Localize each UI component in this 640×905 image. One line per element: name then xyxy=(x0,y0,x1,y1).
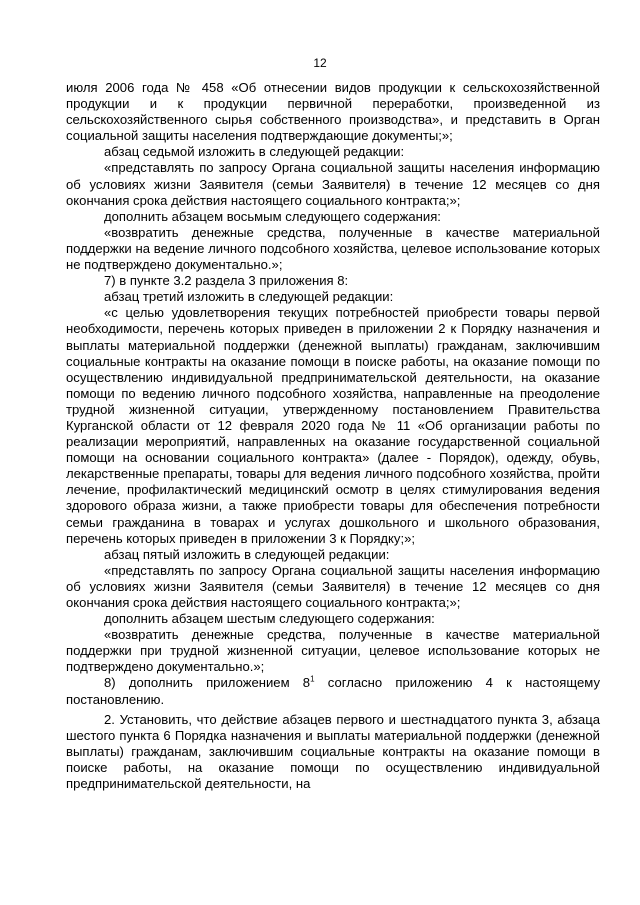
paragraph-instruction-third: абзац третий изложить в следующей редакции: xyxy=(104,289,394,305)
paragraph-instruction-fifth: абзац пятый изложить в следующей редакции: xyxy=(104,546,390,562)
paragraph-provide-info-2: «представлять по запросу Органа социальной защиты населения информацию об условиях жизни Заявителя (семьи Заявителя) в течение 12 месяцев со дня окончания срока действия настоящего социального контракта;»; xyxy=(66,562,600,610)
paragraph-provide-info: «представлять по запросу Органа социальной защиты населения информацию об условиях жизни Заявителя (семьи Заявителя) в течение 12 месяцев со дня окончания срока действия настоящего социального контракта;»; xyxy=(66,160,600,208)
paragraph-item-8 xyxy=(66,675,600,707)
paragraph-instruction-seventh: абзац седьмой изложить в следующей редакции: xyxy=(104,144,405,160)
paragraph-purchase-goods: «с целью удовлетворения текущих потребностей приобрести товары первой необходимости, перечень которых приведен в приложении 2 к Порядку назначения и выплаты материальной поддержки (денежной выплаты) гражданам, заключившим социальные контракты на оказание помощи в поиске работы, на оказание помощи по осуществлению индивидуальной предпринимательской деятельности, на оказание помощи по ведению личного подсобного хозяйства, направленные на преодоление трудной жизненной ситуации, утвержденному постановлением Правительства Курганской области от 12 февраля 2020 года № 11 «Об организации работы по реализации мероприятий, направленных на оказание государственной социальной помощи на основании социального контракта» (далее - Порядок), одежду, обувь, лекарственные препараты, товары для ведения личного подсобного хозяйства, пройти лечение, профилактический медицинский осмотр в целях стимулирования ведения здорового образа жизни, а также приобрести товары для обеспечения потребности семьи гражданина в товарах и услугах дошкольного и школьного образования, перечень которых приведен в приложении 3 к Порядку;»; xyxy=(66,305,600,546)
item-8-text-after: согласно приложению 4 к настоящему постановлению. xyxy=(66,675,600,707)
paragraph-instruction-sixth: дополнить абзацем шестым следующего содержания: xyxy=(104,611,435,627)
item-8-text-before: 8) дополнить приложением 8 xyxy=(104,675,311,691)
paragraph-item-7: 7) в пункте 3.2 раздела 3 приложения 8: xyxy=(104,273,349,289)
page-number: 12 xyxy=(313,56,327,70)
item-8-superscript: 1 xyxy=(310,675,315,685)
paragraph-clause-2: 2. Установить, что действие абзацев первого и шестнадцатого пункта 3, абзаца шестого пункта 6 Порядка назначения и выплаты материальной поддержки (денежной выплаты) гражданам, заключившим социальные контракты на оказание помощи в поиске работы, на оказание помощи по осуществлению индивидуальной предпринимательской деятельности, на xyxy=(66,711,600,792)
paragraph-law-reference: июля 2006 года № 458 «Об отнесении видов продукции к сельскохозяйственной продукции и к продукции первичной переработки, произведенной из сельскохозяйственного сырья собственного производства», и представить в Орган социальной защиты населения подтверждающие документы;»; xyxy=(66,80,600,144)
document-body xyxy=(66,80,600,792)
paragraph-return-funds-hardship: «возвратить денежные средства, полученные в качестве материальной поддержки при трудной жизненной ситуации, целевое использование которых не подтверждено документально.»; xyxy=(66,627,600,675)
paragraph-return-funds-farm: «возвратить денежные средства, полученные в качестве материальной поддержки на ведение личного подсобного хозяйства, целевое использование которых не подтверждено документально.»; xyxy=(66,224,600,273)
paragraph-instruction-eighth: дополнить абзацем восьмым следующего содержания: xyxy=(104,208,441,224)
